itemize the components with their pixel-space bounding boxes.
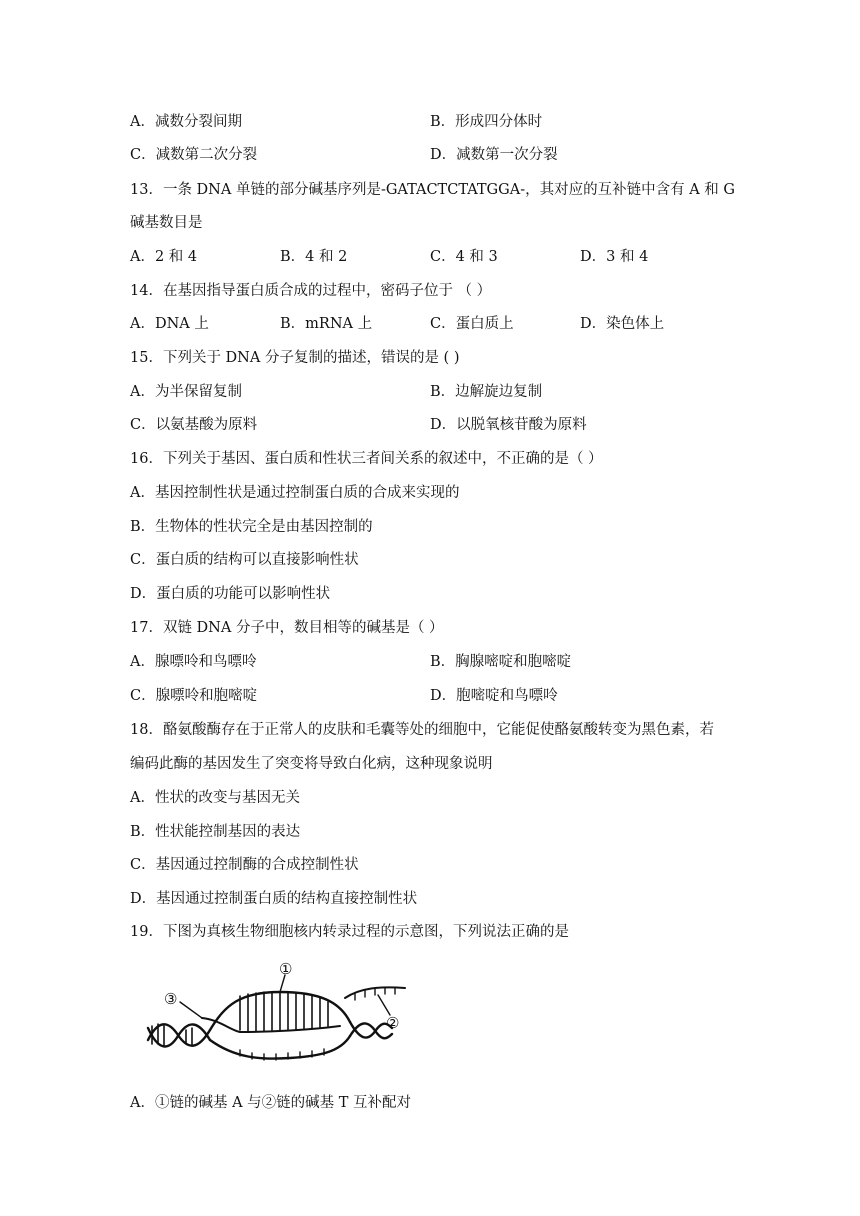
q19-option-a: A．①链的碱基 A 与②链的碱基 T 互补配对	[130, 1095, 412, 1111]
q17-option-b: B．胸腺嘧啶和胞嘧啶	[430, 654, 572, 670]
q16-option-b: B．生物体的性状完全是由基因控制的	[130, 519, 373, 535]
q16-stem: 16．下列关于基因、蛋白质和性状三者间关系的叙述中，不正确的是（ ）	[130, 451, 603, 467]
q14-option-d: D．染色体上	[580, 316, 665, 332]
q16-option-c: C．蛋白质的结构可以直接影响性状	[130, 552, 359, 568]
q13-option-a: A．2 和 4	[130, 249, 198, 265]
q15-option-a: A．为半保留复制	[130, 384, 242, 400]
q17-option-a: A．腺嘌呤和鸟嘌呤	[130, 654, 257, 670]
transcription-diagram	[140, 960, 415, 1065]
q14-option-c: C．蛋白质上	[430, 316, 514, 332]
q14-option-a: A．DNA 上	[130, 316, 209, 332]
q17-option-c: C．腺嘌呤和胞嘧啶	[130, 688, 258, 704]
q13-option-b: B．4 和 2	[280, 249, 348, 265]
q19-stem: 19．下图为真核生物细胞核内转录过程的示意图，下列说法正确的是	[130, 924, 569, 940]
q14-stem: 14．在基因指导蛋白质合成的过程中，密码子位于 （ ）	[130, 283, 492, 299]
label-1: ①	[279, 960, 293, 978]
q18-option-a: A．性状的改变与基因无关	[130, 790, 300, 806]
q17-option-d: D．胞嘧啶和鸟嘌呤	[430, 688, 558, 704]
q13-option-c: C．4 和 3	[430, 249, 498, 265]
q12-option-d: D．减数第一次分裂	[430, 147, 558, 163]
q18-option-c: C．基因通过控制酶的合成控制性状	[130, 857, 359, 873]
coding-strand-lower	[210, 1036, 350, 1059]
label-3: ③	[164, 990, 178, 1008]
q13-stem-line2: 碱基数目是	[130, 215, 203, 231]
q12-option-a: A．减数分裂间期	[130, 114, 242, 130]
q17-stem: 17．双链 DNA 分子中，数目相等的碱基是（ ）	[130, 620, 444, 636]
q18-stem-line1: 18．酪氨酸酶存在于正常人的皮肤和毛囊等处的细胞中，它能促使酪氨酸转变为黑色素，若	[130, 722, 714, 738]
q15-option-b: B．边解旋边复制	[430, 384, 543, 400]
q15-option-d: D．以脱氧核苷酸为原料	[430, 417, 587, 433]
q15-stem: 15．下列关于 DNA 分子复制的描述，错误的是 ( )	[130, 350, 460, 366]
q12-option-c: C．减数第二次分裂	[130, 147, 258, 163]
q18-option-d: D．基因通过控制蛋白质的结构直接控制性状	[130, 891, 418, 907]
q14-option-b: B．mRNA 上	[280, 316, 373, 332]
q18-option-b: B．性状能控制基因的表达	[130, 824, 301, 840]
q16-option-a: A．基因控制性状是通过控制蛋白质的合成来实现的	[130, 485, 460, 501]
label-2: ②	[386, 1014, 400, 1032]
q12-option-b: B．形成四分体时	[430, 114, 543, 130]
q13-option-d: D．3 和 4	[580, 249, 649, 265]
q15-option-c: C．以氨基酸为原料	[130, 417, 258, 433]
q13-stem-line1: 13．一条 DNA 单链的部分碱基序列是-GATACTCTATGGA-，其对应的互补链中含有 A 和 G	[130, 182, 735, 198]
q18-stem-line2: 编码此酶的基因发生了突变将导致白化病，这种现象说明	[130, 756, 493, 772]
q16-option-d: D．蛋白质的功能可以影响性状	[130, 586, 331, 602]
label-2-leader	[378, 995, 390, 1015]
label-3-leader	[180, 1002, 202, 1018]
